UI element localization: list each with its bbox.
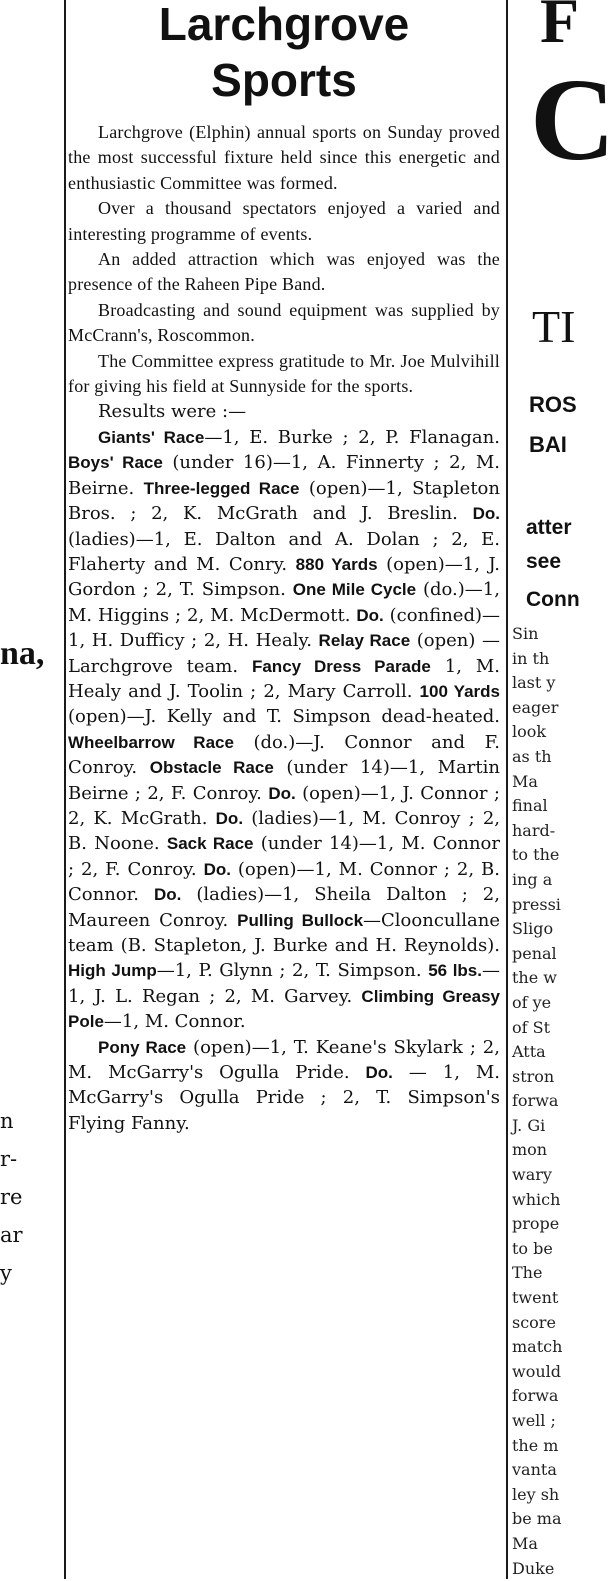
pony-results <box>68 1035 500 1137</box>
event-result: —1, E. Burke ; 2, P. Flanagan. <box>204 426 500 448</box>
event-name: Do. <box>472 504 500 524</box>
event-name: Do. <box>365 1063 393 1083</box>
left-column-fragment: re <box>0 1185 23 1209</box>
event-result: (open) — Larchgrove team. <box>68 630 500 677</box>
right-column-big-letter: C <box>530 54 615 185</box>
event-name: Relay Race <box>318 631 411 651</box>
right-column-line: last y <box>512 673 556 693</box>
event-result: (open)—J. Kelly and T. Simpson dead-heated. <box>68 706 500 728</box>
event-name: Do. <box>356 605 384 625</box>
event-name: Giants' Race <box>98 427 205 447</box>
event-result: — 1, M. McGarry's Ogulla Pride ; 2, T. Simpson's Flying Fanny. <box>68 1062 500 1134</box>
event-name: Do. <box>268 783 296 803</box>
event-name: Wheelbarrow Race <box>68 732 234 752</box>
right-column-line: forwa <box>512 1091 559 1111</box>
headline-line: Larchgrove <box>158 0 410 50</box>
event-name: Pony Race <box>98 1037 187 1057</box>
left-column-fragment: y <box>0 1261 12 1285</box>
column-rule-right <box>506 0 508 1579</box>
right-column-line: which <box>512 1189 561 1209</box>
right-column-line: score <box>512 1312 556 1332</box>
right-column-text <box>512 622 583 1581</box>
event-result: (under 14)—1, Martin Beirne ; 2, F. Conroy. <box>68 757 500 804</box>
right-column-line: of ye <box>512 992 552 1012</box>
results-intro: Results were :— <box>98 401 247 423</box>
right-column-line: look <box>512 722 547 742</box>
right-column-line: Sin <box>512 624 539 643</box>
column-rule-left <box>64 0 66 1579</box>
right-column-line: Ma <box>512 1533 538 1553</box>
event-result: —1, M. Connor. <box>103 1011 246 1033</box>
right-column-line: forwa <box>512 1386 559 1406</box>
event-name: Three-legged Race <box>143 478 300 498</box>
event-name: Fancy Dress Parade <box>251 656 431 676</box>
right-column-line: to be <box>512 1238 553 1258</box>
right-column-line: hard- <box>512 820 556 840</box>
left-column-fragment: r- <box>0 1147 18 1171</box>
right-column-intro: atter <box>526 516 572 539</box>
left-column-fragment: na, <box>0 635 45 672</box>
right-column-line: pressi <box>512 894 561 914</box>
right-column-line: stron <box>512 1066 555 1086</box>
right-column-line: mon <box>512 1140 548 1160</box>
right-column-subhead: BAI <box>529 432 567 457</box>
right-column-line: as th <box>512 746 552 766</box>
event-name: Boys' Race <box>68 453 163 473</box>
article-paragraph: Broadcasting and sound equipment was supplied by McCrann's, Roscommon. <box>68 299 500 346</box>
event-result: (ladies)—1, M. Conroy ; 2, B. Noone. <box>68 807 500 855</box>
event-result: (do.)—1, M. Higgins ; 2, M. McDermott. <box>68 579 500 626</box>
event-result: —1, J. L. Regan ; 2, M. Garvey. <box>68 960 500 1007</box>
event-result: (open)—1, T. Keane's Skylark ; 2, M. McGarry's Ogulla Pride. <box>68 1036 500 1084</box>
right-column-intro: Conn <box>526 588 580 611</box>
right-column-intro: see <box>526 550 562 573</box>
headline <box>68 0 500 110</box>
event-name: Do. <box>203 859 231 879</box>
event-name: 880 Yards <box>295 554 378 574</box>
event-result: (open)—1, M. Connor ; 2, B. Connor. <box>68 858 500 906</box>
right-column-line: in th <box>512 648 550 668</box>
right-column-line: of St <box>512 1017 551 1037</box>
event-name: 56 lbs. <box>428 961 482 981</box>
event-result: (under 16)—1, A. Finnerty ; 2, M. Beirne. <box>68 452 500 499</box>
right-column-line: twent <box>512 1288 559 1308</box>
event-result: (open)—1, J. Connor ; 2, K. McGrath. <box>68 782 500 829</box>
right-column-line: Atta <box>512 1042 546 1062</box>
event-name: Pulling Bullock <box>237 910 364 930</box>
event-result: (ladies)—1, E. Dalton and A. Dolan ; 2, E. Flaherty and M. Conry. <box>68 528 500 575</box>
event-name: Sack Race <box>166 834 254 854</box>
right-column-line: the m <box>512 1435 559 1455</box>
event-result: (under 14)—1, M. Connor ; 2, F. Conroy. <box>68 833 500 880</box>
event-result: (ladies)—1, Sheila Dalton ; 2, Maureen Conroy. <box>68 884 500 931</box>
right-column-line: ley sh <box>512 1484 560 1504</box>
event-result: (open)—1, Stapleton Bros. ; 2, K. McGrath and J. Breslin. <box>68 477 500 525</box>
article-paragraph: Larchgrove (Elphin) annual sports on Sunday proved the most successful fixture held since this energetic and enthusiastic Committee was formed. <box>68 122 500 193</box>
right-column-line: Ma <box>512 771 538 791</box>
right-column-line: prope <box>512 1214 560 1234</box>
right-column-line: Duke <box>512 1558 555 1578</box>
results-list <box>68 425 500 1035</box>
event-name: Climbing Greasy Pole <box>68 986 500 1032</box>
right-column-line: Sligo <box>512 919 554 939</box>
right-column-line: final <box>512 796 548 816</box>
event-name: 100 Yards <box>419 681 500 701</box>
right-column-big-letter: F <box>540 0 580 56</box>
event-result: —1, P. Glynn ; 2, T. Simpson. <box>156 960 422 982</box>
event-name: Obstacle Race <box>149 758 274 778</box>
right-column-line: would <box>512 1361 561 1381</box>
headline-line: Sports <box>211 54 357 106</box>
event-result: (open)—1, J. Gordon ; 2, T. Simpson. <box>68 553 500 601</box>
left-column-fragment: ar <box>0 1223 23 1247</box>
right-column-line: penal <box>512 943 557 963</box>
event-name: Do. <box>215 808 244 828</box>
event-result: 1, M. Healy and J. Toolin ; 2, Mary Carroll. <box>68 655 500 702</box>
right-column-line: to the <box>512 845 560 865</box>
right-column-line: well ; <box>512 1411 556 1430</box>
left-column-fragment: n <box>0 1109 14 1133</box>
event-result: (confined)—1, H. Dufficy ; 2, H. Healy. <box>68 604 500 652</box>
right-column-subhead: ROS <box>529 392 577 417</box>
right-column-line: J. Gi <box>512 1115 546 1135</box>
right-column-line: wary <box>512 1165 552 1185</box>
article-paragraph: An added attraction which was enjoyed was the presence of the Raheen Pipe Band. <box>68 249 500 295</box>
event-result: (do.)—J. Connor and F. Conroy. <box>68 731 500 779</box>
article-paragraph: The Committee express gratitude to Mr. Joe Mulvihill for giving his field at Sunnyside for the sports. <box>68 350 500 397</box>
right-column-line: eager <box>512 697 559 717</box>
right-column-line: the w <box>512 968 557 988</box>
right-column-headline-fragment: TI <box>532 301 576 352</box>
article <box>68 0 500 1136</box>
article-paragraph: Over a thousand spectators enjoyed a varied and interesting programme of events. <box>68 198 500 244</box>
right-column-line: The <box>512 1263 543 1283</box>
event-name: One Mile Cycle <box>292 580 417 600</box>
left-column-fragments <box>0 1102 40 1292</box>
right-column-line: vanta <box>512 1460 557 1480</box>
right-column-line: be ma <box>512 1509 562 1529</box>
right-column-line: ing a <box>512 869 553 889</box>
right-column-line: match <box>512 1337 563 1357</box>
event-name: Do. <box>154 885 182 905</box>
event-name: High Jump <box>68 961 157 981</box>
event-result: —Clooncullane team (B. Stapleton, J. Burke and H. Reynolds). <box>68 909 500 956</box>
